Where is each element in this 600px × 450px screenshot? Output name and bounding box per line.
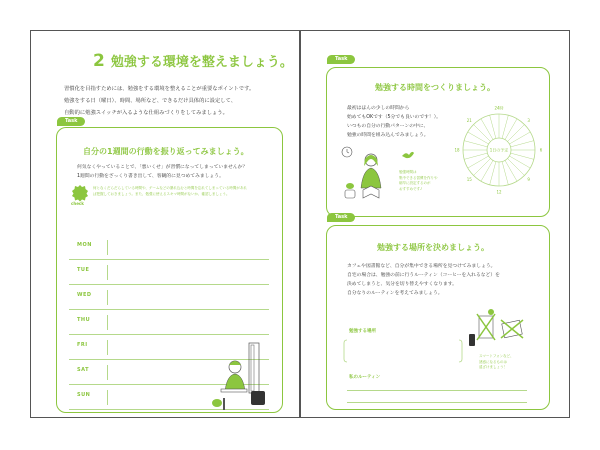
reading-person-illustration (341, 146, 401, 206)
clock-hour-line (490, 115, 496, 138)
clock-hour-line (502, 115, 508, 138)
place-label: 勉強する場所 (349, 329, 376, 334)
check-badge-icon (71, 184, 89, 202)
study-place-card (326, 225, 550, 410)
card-body (347, 104, 457, 140)
task-tag: Task (327, 213, 355, 222)
card-body-line: いつもの自分の行動パターンの中に、 (347, 124, 429, 129)
day-divider (107, 340, 108, 355)
clock-hour-line (474, 158, 491, 175)
check-note-line: 何となくだらだらしている時間や、ゲームなどの暴れ込むと時間を忘れてしまっている時間があれ (93, 186, 247, 190)
clock-hour-line (509, 156, 530, 168)
tip-line: 遠ざけましょう！ (479, 365, 507, 369)
day-row-thu (69, 310, 269, 335)
clock-hour-line (505, 119, 517, 140)
day-row-mon (69, 235, 269, 260)
day-divider (107, 365, 108, 380)
clock-hour-line (464, 141, 487, 147)
routine-line (347, 390, 527, 391)
day-label: FRI (77, 342, 88, 348)
day-label: TUE (77, 267, 90, 273)
day-label: THU (77, 317, 91, 323)
check-note-line: ば把握しておきましょう。また、勉強に使えるスキマ時間がないか、確認しましょう。 (93, 191, 230, 196)
intro-line: 勉強をする日（曜日）、時間、場所など、できるだけ具体的に設定して、 (64, 98, 237, 104)
intro-line: 習慣化を目指すためには、勉強をする環境を整えることが重要なポイントです。 (64, 86, 255, 92)
clock-hour-line (464, 153, 487, 159)
card-body-line: 決めてしまうと、気分を切り替えやすくなります。 (347, 282, 457, 287)
place-input-box (343, 338, 463, 364)
card-title: 自分の1週間の行動を振り返ってみましょう。 (83, 147, 249, 156)
tip-line: スマートフォンなど、 (479, 354, 514, 358)
clock-hour-label: 15 (466, 177, 472, 183)
day-divider (107, 315, 108, 330)
day-row-tue (69, 260, 269, 285)
clock-hour-label: 12 (496, 189, 502, 195)
card-body (77, 163, 277, 181)
day-label: WED (77, 292, 92, 298)
clock-hour-line (505, 160, 517, 181)
section-heading (93, 51, 293, 71)
card-body (347, 262, 547, 298)
card-body-line: 自宅の場合は、勉強の前に行うルーティン（コーヒーを入れるなど）を (347, 273, 500, 278)
card-body-line: 勉強の時間を組み込んでみましょう。 (347, 133, 429, 138)
card-body-line: 始めてもOKです（5分でも良いのです！）。 (347, 115, 441, 120)
clock-hour-line (507, 158, 524, 175)
right-page (300, 30, 570, 418)
tip-line: 朝早に設定するのが (399, 181, 431, 185)
day-row-wed (69, 285, 269, 310)
clock-hour-line (481, 160, 493, 181)
clock-hour-line (509, 132, 530, 144)
clock-hour-line (474, 125, 491, 142)
section-title: 勉強する環境を整えましょう。 (110, 55, 293, 70)
weekly-review-card (56, 127, 283, 413)
clock-hour-line (502, 162, 508, 185)
clock-hour-label: 24時 (494, 105, 504, 111)
day-divider (107, 240, 108, 255)
day-label: SAT (77, 367, 89, 373)
clock-hour-line (468, 132, 489, 144)
tip-line: おすすめです♪ (399, 186, 423, 191)
clock-center-label: 1日の予定 (489, 147, 509, 153)
card-body-line: カフェや図書館など、自分が集中できる場所を見つけてみましょう。 (347, 264, 496, 269)
intro-text (64, 83, 294, 119)
card-body-line: 何気なくやっていることで、「悪いくせ」が習慣になってしまっていませんか？ (77, 165, 248, 170)
clock-hour-line (507, 125, 524, 142)
check-badge-label: check (71, 201, 84, 206)
intro-line: 自動的に勉強スイッチが入るような仕組みづくりをしてみましょう。 (64, 110, 228, 116)
day-label: SUN (77, 392, 91, 398)
clock-hour-label: 3 (527, 117, 530, 123)
clock-hour-label: 18 (454, 147, 460, 153)
clock-hour-line (481, 119, 493, 140)
studying-person-illustration (207, 343, 277, 413)
clock-hour-line (490, 162, 496, 185)
no-temptation-illustration (467, 308, 537, 352)
daily-schedule-clock (453, 98, 545, 208)
card-body-line: 最初はほんの少しの時間から (347, 106, 410, 111)
day-divider (107, 390, 108, 405)
section-number: 2 (93, 51, 105, 71)
day-divider (107, 290, 108, 305)
routine-line (347, 402, 527, 403)
study-time-card (326, 67, 550, 217)
tip-line: 集中できる習慣を作りや (399, 175, 438, 180)
clock-hour-line (468, 156, 489, 168)
check-note (93, 186, 278, 197)
clock-hour-label: 9 (527, 177, 530, 183)
clock-hour-line (511, 141, 534, 147)
tip-line: 誘惑になるものは (479, 359, 507, 364)
time-tip (399, 170, 449, 192)
card-title: 勉強する場所を決めましょう。 (377, 243, 489, 252)
place-tip (479, 354, 539, 371)
card-body-line: 1週間の行動をざっくり書き出して、客観的に見つめてみましょう。 (77, 174, 224, 179)
clock-hour-line (511, 153, 534, 159)
card-body-line: 自分なりのルーティンを考えてみましょう。 (347, 291, 443, 296)
day-label: MON (77, 242, 92, 248)
clock-hour-label: 21 (466, 117, 472, 123)
left-page (30, 30, 300, 418)
bird-icon (401, 150, 415, 160)
task-tag: Task (327, 55, 355, 64)
task-tag: Task (57, 117, 85, 126)
routine-label: 私のルーティン (349, 375, 381, 380)
tip-line: 勉強時間は (399, 170, 417, 174)
day-divider (107, 265, 108, 280)
clock-hour-label: 6 (539, 147, 543, 153)
card-title: 勉強する時間をつくりましょう。 (375, 83, 495, 92)
